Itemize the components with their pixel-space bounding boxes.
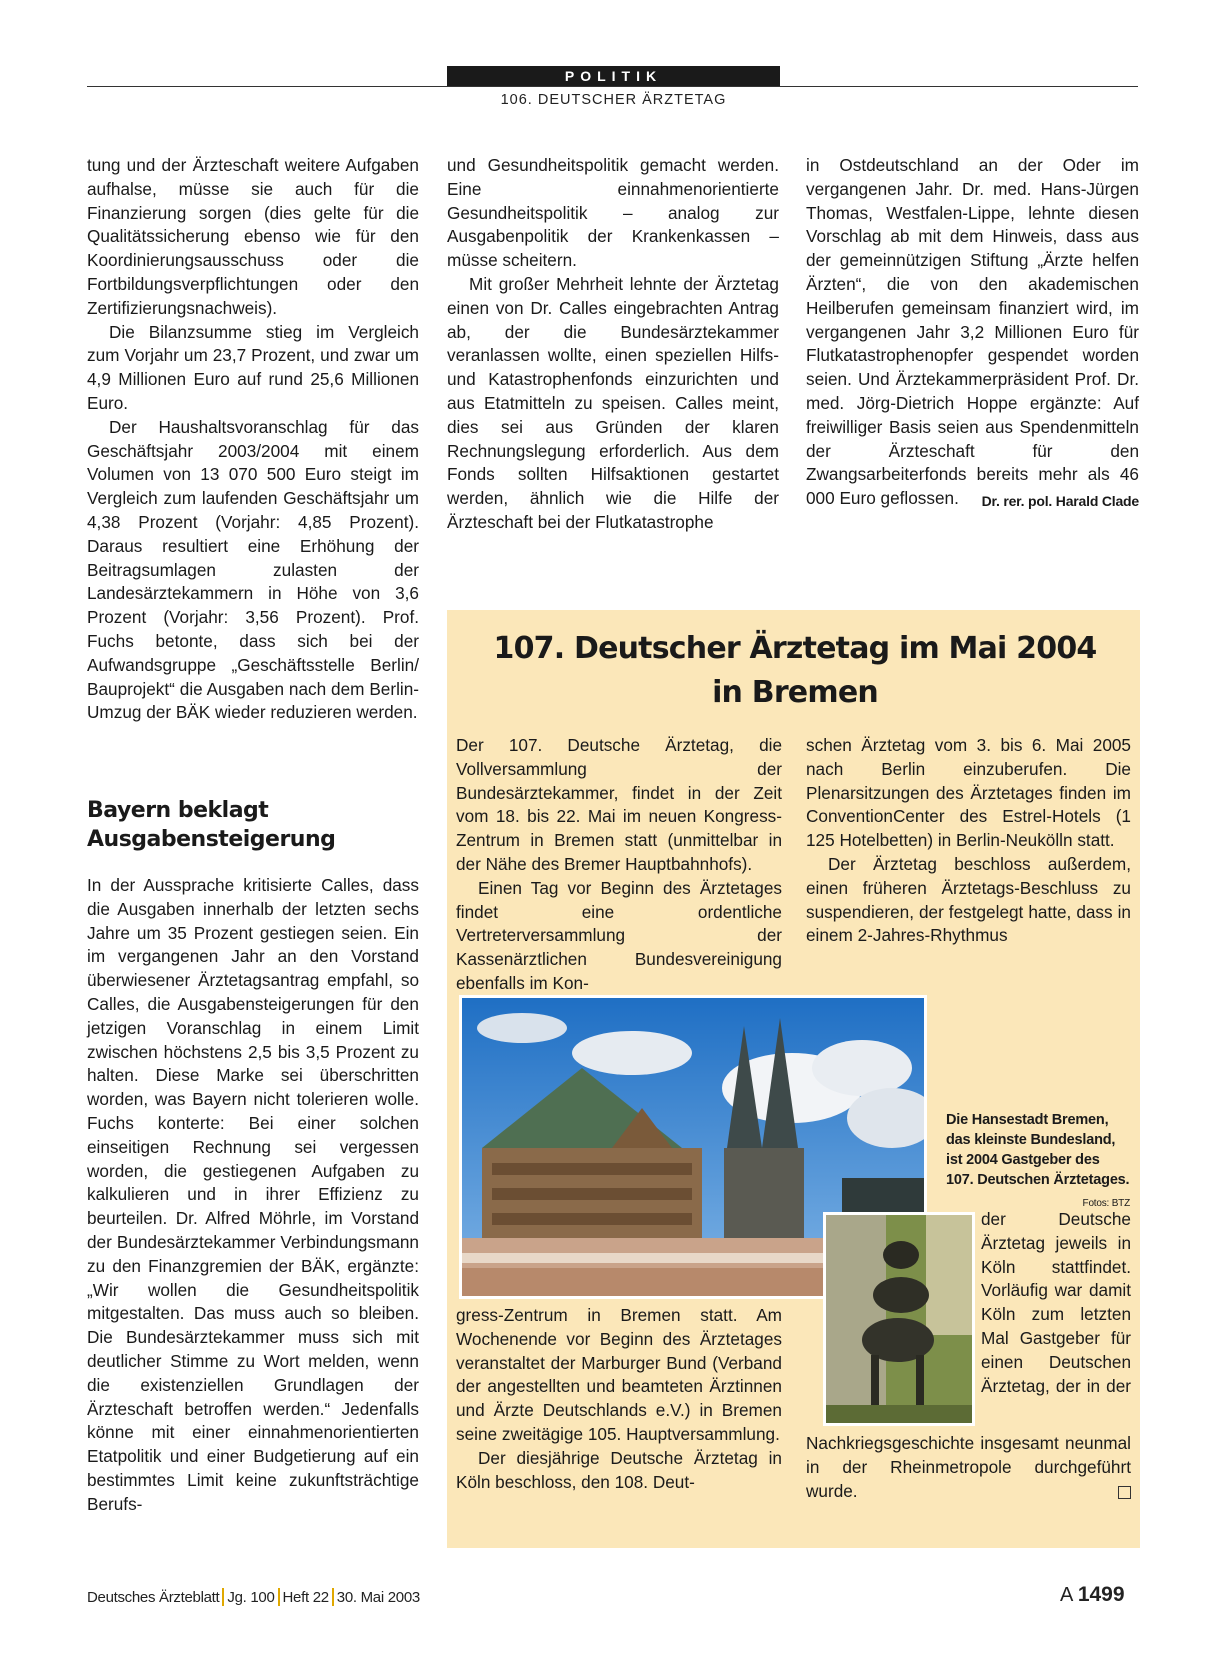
box-title-line-1: 107. Deutscher Ärztetag im Mai 2004 — [493, 631, 1097, 666]
footer-date: 30. Mai 2003 — [336, 1589, 420, 1606]
box-left-paragraph-4: Der diesjährige Deutsche Ärztetag in Köln beschloss, den 108. Deut- — [456, 1447, 782, 1492]
col1-paragraph-4: In der Aussprache kritisierte Calles, dass die Ausgaben innerhalb der letzten sechs Jahre um 35 Prozent gestiegen seien. Ein im vergangenen Jahr an den Vorstand überwiesener Ärztetagsantrag empfahl, so Calles, die Ausgabensteigerungen für den jetzigen Voranschlag in einem Limit zwischen höchstens 2,5 bis 3,5 Prozent zu halten. Diese Marke sei überschritten worden, was Bayern nicht tolerieren wolle. Fuchs konterte: Bei einer solchen einseitigen Rechnung sei vergessen worden, die gestiegenen Aufgaben zu kalkulieren und in ihrer Effizienz zu beurteilen. Dr. Alfred Möhrle, im Vorstand der Bundesärztekammer Verbindungsmann zu den Finanzgremien der BÄK, ergänzte: „Wir wollen die Gesundheitspolitik mitgestalten. Das muss auch so bleiben. Die Bundesärztekammer muss sich mit deutlicher Stimme zu Wort melden, wenn die existenziellen Grundlagen der Ärzteschaft betroffen werden.“ Jedenfalls könne mit einer einnahmenorientierten Etatpolitik und einer Budgetierung auf ein bestimmtes Limit keine zukunftsträchtige Berufs- — [87, 875, 419, 1514]
image-float-spacer — [806, 1208, 981, 1432]
photo-caption — [946, 1110, 1130, 1214]
subsection-label: 106. DEUTSCHER ÄRZTETAG — [500, 92, 727, 108]
article-end-icon — [1118, 1486, 1131, 1499]
box-left-paragraph-3: gress-Zentrum in Bremen statt. Am Wochenende vor Beginn des Ärztetages veranstaltet der Marburger Bund (Verband der angestellten und beamteten Ärztinnen und Ärzte Deutschlands e.V.) in Bremen seine zweitägige 105. Hauptversammlung. — [456, 1305, 782, 1444]
box-right-continued — [806, 1208, 1131, 1503]
section-label: POLITIK — [447, 66, 780, 86]
box-right-paragraph-1: schen Ärztetag vom 3. bis 6. Mai 2005 nach Berlin einzuberufen. Die Plenarsitzungen des Ärztetages finden im ConventionCenter des Estrel-Hotels (1 125 Hotelbetten) in Berlin-Neukölln statt. — [806, 735, 1131, 851]
col1-paragraph-1: tung und der Ärzteschaft weitere Aufgaben aufhalse, müsse sie auch für die Finanzierung sorgen (dies gelte für die Qualitätssicherung ebenso wie für den Koordinierungsausschuss oder die Fortbildungsverpflichtungen oder den Zertifizierungsnachweis). — [87, 155, 419, 318]
page-prefix: A — [1060, 1584, 1073, 1606]
col3-paragraph-1-text: in Ostdeutschland an der Oder im vergangenen Jahr. Dr. med. Hans-Jürgen Thomas, Westfalen-Lippe, lehnte diesen Vorschlag ab mit dem Hinweis, dass aus der gemeinnützigen Stiftung „Ärzte helfen Ärzten“, die von den akademischen Heilberufen gemeinsam finanziert wird, im vergangenen Jahr 3,2 Millionen Euro für Flutkatastrophenopfer gespendet worden seien. Und Ärztekammerpräsident Prof. Dr. med. Jörg-Dietrich Hoppe ergänzte: Auf freiwilliger Basis seien aus Spendenmitteln der Ärzteschaft für den Zwangsarbeiterfonds bereits mehr als 46 000 Euro geflossen. — [806, 155, 1139, 509]
footer-volume: Jg. 100 — [227, 1589, 275, 1606]
box-left-column — [456, 734, 782, 996]
photo-caption-text: Die Hansestadt Bremen, das kleinste Bundesland, ist 2004 Gastgeber des 107. Deutschen Ärztetages. — [946, 1112, 1130, 1188]
page-number — [1060, 1583, 1125, 1607]
column-1 — [87, 154, 419, 725]
box-title-line-2: in Bremen — [712, 675, 878, 710]
header-rule — [87, 86, 1138, 87]
page-number-value: 1499 — [1077, 1583, 1125, 1606]
subheading-line-1: Bayern beklagt — [87, 798, 269, 823]
footer-journal: Deutsches Ärzteblatt — [87, 1589, 220, 1606]
col1-paragraph-3: Der Haushaltsvoranschlag für das Geschäftsjahr 2003/2004 mit einem Volumen von 13 070 500 Euro steigt im Vergleich zum laufenden Geschäftsjahr um 4,38 Prozent (Vorjahr: 4,85 Prozent). Daraus resultiert eine Erhöhung der Beitragsumlagen zulasten der Landesärztekammern in Höhe von 3,6 Prozent (Vorjahr: 3,56 Prozent). Prof. Fuchs betonte, dass sich bei der Aufwandsgruppe „Geschäftsstelle Berlin/ Bauprojekt“ die Ausgaben nach dem Berlin-Umzug der BÄK wieder reduzieren werden. — [87, 416, 419, 723]
footer-separator — [222, 1588, 224, 1606]
col2-paragraph-2: Mit großer Mehrheit lehnte der Ärztetag einen von Dr. Calles eingebrachten Antrag ab, der die Bundesärztekammer veranlassen wollte, einen speziellen Hilfs- und Katastrophenfonds einzurichten und aus Etatmitteln zu speisen. Calles meint, dies sei aus Gründen der klaren Rechnungslegung erforderlich. Aus dem Fonds sollten Hilfsaktionen gestartet werden, ähnlich wie die Hilfe der Ärzteschaft bei der Flutkatastrophe — [447, 273, 779, 532]
box-right-column — [806, 734, 1131, 948]
col3-paragraph-1 — [806, 154, 1139, 511]
col1-paragraph-2: Die Bilanzsumme stieg im Vergleich zum Vorjahr um 23,7 Prozent, und zwar um 4,9 Millionen Euro auf rund 25,6 Millionen Euro. — [87, 321, 419, 413]
box-left-continued — [456, 1304, 782, 1494]
footer-issue: Heft 22 — [282, 1589, 329, 1606]
box-right-paragraph-2: Der Ärztetag beschloss außerdem, einen früheren Ärztetags-Beschluss zu suspendieren, der festgelegt hatte, dass in einem 2-Jahres-Rhythmus — [806, 853, 1131, 946]
box-right-paragraph-3-text: der Deutsche Ärztetag jeweils in Köln stattfindet. Vorläufig war damit Köln zum letzten Mal Gastgeber für einen Deutschen Ärztetag, der in der Nachkriegsgeschichte insgesamt neunmal in der Rheinmetropole durchgeführt wurde. — [806, 1209, 1131, 1501]
column-3 — [806, 154, 1139, 514]
col2-paragraph-1: und Gesundheitspolitik gemacht werden. Eine einnahmenorientierte Gesundheitspolitik – analog zur Ausgabenpolitik der Krankenkassen – müsse scheitern. — [447, 155, 779, 271]
footer-separator — [278, 1588, 280, 1606]
column-1-continued — [87, 874, 419, 1517]
footer-separator — [332, 1588, 334, 1606]
footer — [87, 1588, 420, 1606]
box-right-paragraph-3 — [806, 1208, 1131, 1503]
subheading-line-2: Ausgabensteigerung — [87, 827, 336, 852]
author-byline: Dr. rer. pol. Harald Clade — [981, 493, 1139, 510]
photo-credit: Fotos: BTZ — [1082, 1198, 1130, 1209]
box-left-paragraph-1: Der 107. Deutsche Ärztetag, die Vollversammlung der Bundesärztekammer, findet in der Zeit vom 18. bis 22. Mai im neuen Kongress-Zentrum in Bremen statt (unmittelbar in der Nähe des Bremer Hauptbahnhofs). — [456, 735, 782, 874]
column-2 — [447, 154, 779, 535]
box-title — [470, 627, 1120, 715]
box-left-paragraph-2: Einen Tag vor Beginn des Ärztetages findet eine ordentliche Vertreterversammlung der Kassenärztlichen Bundesvereinigung ebenfalls im Kon- — [456, 877, 782, 993]
subheading — [87, 796, 419, 854]
